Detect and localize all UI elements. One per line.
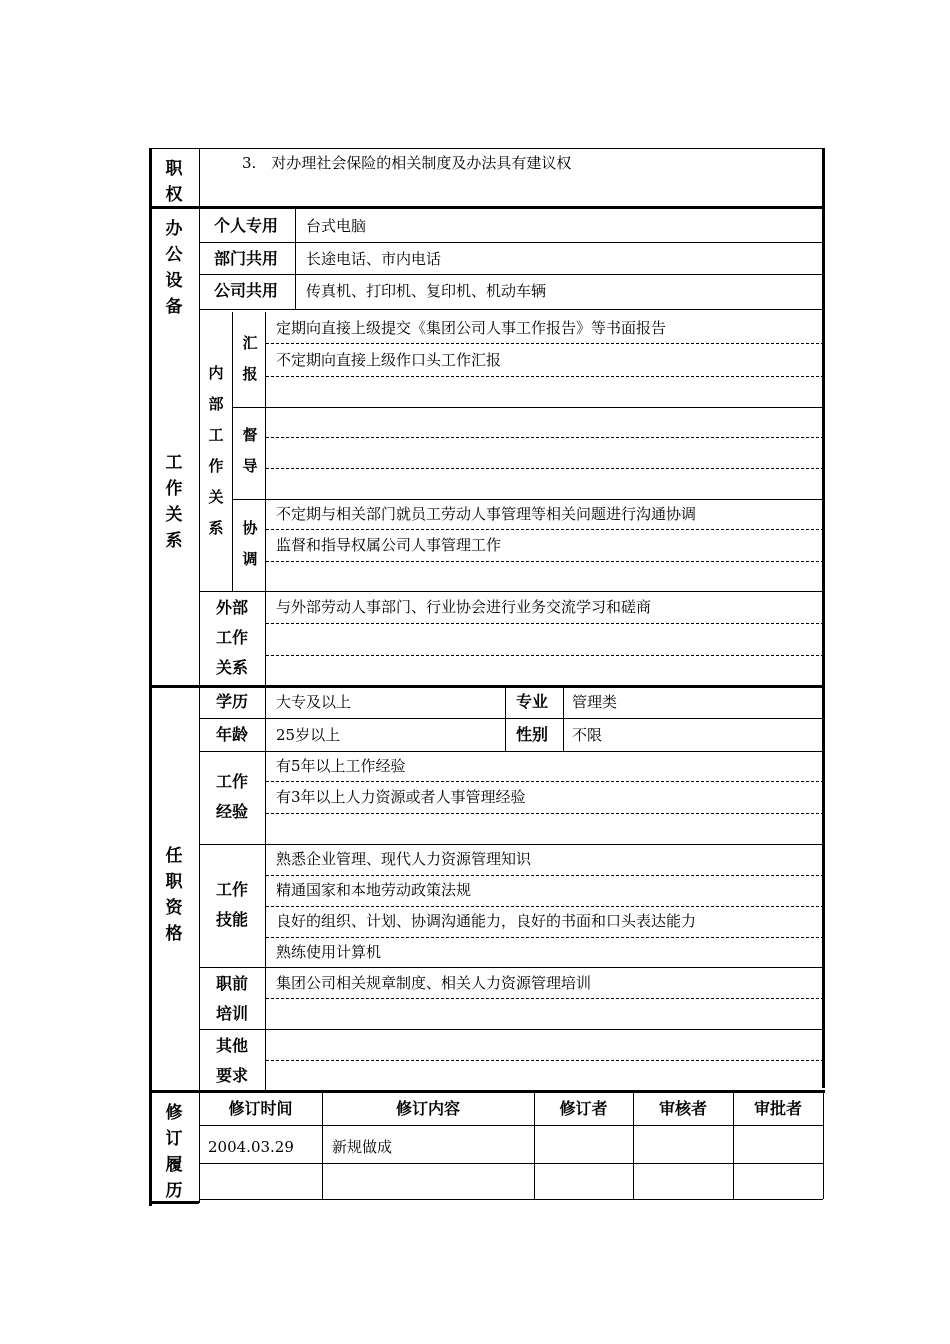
- row-divider: [199, 1163, 823, 1164]
- equipment-key-department: 部门共用: [214, 249, 279, 268]
- col-divider: [265, 312, 266, 690]
- col-divider: [563, 688, 564, 751]
- revision-header-reviewer: 审核者: [658, 1099, 707, 1118]
- experience-label-1: 工作: [216, 772, 249, 791]
- equipment-label: 办公设备: [165, 219, 183, 317]
- dashed-divider: [266, 437, 824, 438]
- dashed-divider: [266, 1060, 824, 1061]
- row-divider: [199, 718, 823, 719]
- section-divider: [149, 1090, 825, 1093]
- row-divider: [232, 499, 823, 500]
- revision-header-reviser: 修订者: [559, 1099, 608, 1118]
- equipment-value-personal: 台式电脑: [306, 217, 367, 235]
- revision-header-time: 修订时间: [228, 1099, 293, 1118]
- coordinate-label: 协调: [242, 519, 258, 568]
- external-relations-label-2: 工作: [216, 628, 249, 647]
- row-divider: [199, 1199, 823, 1200]
- dashed-divider: [266, 343, 824, 344]
- equipment-value-company: 传真机、打印机、复印机、机动车辆: [306, 282, 547, 300]
- revision-header-approver: 审批者: [753, 1099, 802, 1118]
- row-divider: [199, 1029, 823, 1030]
- experience-item: 有3年以上人力资源或者人事管理经验: [276, 788, 526, 806]
- training-label-1: 职前: [216, 974, 249, 993]
- table-top-border: [149, 148, 825, 149]
- skills-label-2: 技能: [216, 910, 249, 929]
- dashed-divider: [266, 529, 824, 530]
- external-relations-label-3: 关系: [216, 658, 249, 677]
- gender-label: 性别: [516, 725, 549, 744]
- education-value: 大专及以上: [276, 693, 352, 711]
- skills-label-1: 工作: [216, 880, 249, 899]
- other-label-2: 要求: [216, 1066, 249, 1085]
- equipment-key-company: 公司共用: [214, 281, 279, 300]
- skills-item: 熟练使用计算机: [276, 943, 382, 961]
- skills-item: 精通国家和本地劳动政策法规: [276, 881, 472, 899]
- revision-header-content: 修订内容: [395, 1099, 460, 1118]
- skills-item: 良好的组织、计划、协调沟通能力，良好的书面和口头表达能力: [276, 912, 697, 930]
- row-divider: [199, 967, 823, 968]
- dashed-divider: [266, 937, 824, 938]
- authority-item: 3. 对办理社会保险的相关制度及办法具有建议权: [242, 154, 572, 172]
- age-value: 25岁以上: [276, 726, 341, 744]
- row-divider: [199, 591, 823, 592]
- revision-cell-content: 新规做成: [332, 1138, 393, 1156]
- other-label-1: 其他: [216, 1036, 249, 1055]
- col-divider: [505, 688, 506, 751]
- dashed-divider: [266, 998, 824, 999]
- skills-item: 熟悉企业管理、现代人力资源管理知识: [276, 850, 532, 868]
- gender-value: 不限: [572, 726, 603, 744]
- experience-item: 有5年以上工作经验: [276, 757, 406, 775]
- dashed-divider: [266, 875, 824, 876]
- dashed-divider: [266, 561, 824, 562]
- report-item: 不定期向直接上级作口头工作汇报: [276, 351, 502, 369]
- row-divider: [199, 1125, 823, 1126]
- coordinate-item: 不定期与相关部门就员工劳动人事管理等相关问题进行沟通协调: [276, 505, 697, 523]
- report-item: 定期向直接上级提交《集团公司人事工作报告》等书面报告: [276, 319, 667, 337]
- label-column-divider: [199, 148, 200, 1203]
- external-item: 与外部劳动人事部门、行业协会进行业务交流学习和磋商: [276, 598, 652, 616]
- dashed-divider: [266, 623, 824, 624]
- dashed-divider: [266, 781, 824, 782]
- revision-cell-time: 2004.03.29: [208, 1138, 294, 1156]
- training-item: 集团公司相关规章制度、相关人力资源管理培训: [276, 974, 592, 992]
- col-divider: [823, 1093, 824, 1199]
- report-label: 汇报: [242, 334, 258, 383]
- section-divider: [149, 206, 825, 209]
- table-left-border: [149, 148, 152, 1206]
- training-label-2: 培训: [216, 1004, 249, 1023]
- internal-relations-label: 内部工作关系: [208, 364, 224, 537]
- qualification-label: 任职资格: [165, 846, 183, 944]
- dashed-divider: [266, 906, 824, 907]
- dashed-divider: [266, 468, 824, 469]
- row-divider: [199, 844, 823, 845]
- age-label: 年龄: [216, 725, 249, 744]
- row-divider: [199, 751, 823, 752]
- col-divider: [232, 312, 233, 591]
- equipment-key-personal: 个人专用: [214, 216, 279, 235]
- revision-label: 修订履历: [165, 1103, 183, 1201]
- dashed-divider: [266, 813, 824, 814]
- experience-label-2: 经验: [216, 802, 249, 821]
- table-right-border: [822, 148, 825, 1088]
- section-divider: [149, 685, 825, 688]
- authority-label: 职权: [165, 159, 183, 205]
- row-divider: [232, 407, 823, 408]
- coordinate-item: 监督和指导权属公司人事管理工作: [276, 536, 502, 554]
- row-divider: [199, 309, 823, 310]
- education-label: 学历: [216, 692, 249, 711]
- row-divider: [199, 242, 823, 243]
- relations-label: 工作关系: [165, 453, 183, 551]
- dashed-divider: [266, 376, 824, 377]
- equipment-value-department: 长途电话、市内电话: [306, 250, 442, 268]
- external-relations-label-1: 外部: [216, 598, 249, 617]
- dashed-divider: [266, 655, 824, 656]
- major-label: 专业: [516, 692, 549, 711]
- supervise-label: 督导: [242, 426, 258, 475]
- major-value: 管理类: [572, 693, 618, 711]
- row-divider: [199, 274, 823, 275]
- col-divider: [295, 209, 296, 309]
